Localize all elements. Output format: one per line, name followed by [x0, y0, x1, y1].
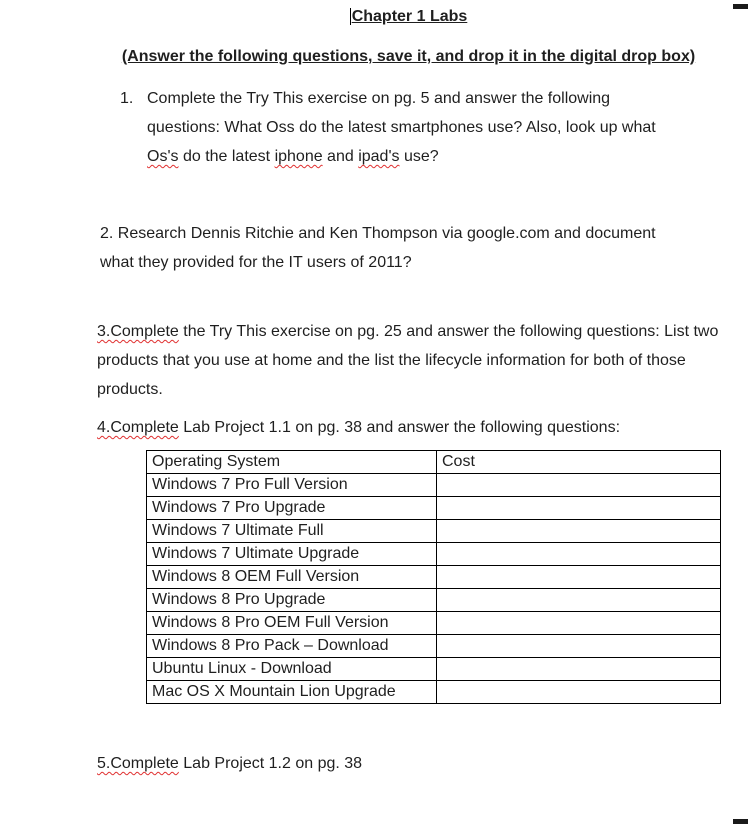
os-cell[interactable]: Ubuntu Linux - Download [147, 658, 437, 681]
question-3[interactable] [97, 317, 719, 404]
table-row [147, 612, 721, 635]
question-5-text: Lab Project 1.2 on pg. 38 [178, 755, 363, 772]
document-title-text: Chapter 1 Labs [351, 8, 468, 25]
question-1-seg: do the latest [178, 148, 275, 165]
text-cursor [350, 8, 351, 25]
question-1-misspelled-word: Os's [147, 148, 179, 165]
question-3-misspelled-word: 3.Complete [97, 323, 179, 340]
table-row [147, 681, 721, 704]
os-cell[interactable]: Windows 7 Pro Upgrade [147, 497, 437, 520]
operating-system-cost-table [146, 450, 721, 704]
table-row [147, 589, 721, 612]
table-row [147, 497, 721, 520]
question-1-misspelled-word: ipad's [358, 148, 400, 165]
os-cell[interactable]: Windows 7 Ultimate Full [147, 520, 437, 543]
table-row [147, 520, 721, 543]
cost-cell[interactable] [437, 635, 721, 658]
question-1-seg: Complete the Try This exercise on pg. 5 and answer the following questions: What Oss do the latest smartphones use? Also, look up what [147, 90, 656, 136]
question-1-seg: use? [399, 148, 439, 165]
os-cell[interactable]: Windows 7 Pro Full Version [147, 474, 437, 497]
cost-cell[interactable] [437, 612, 721, 635]
question-3-text: the Try This exercise on pg. 25 and answer the following questions: List two products that you use at home and the list the lifecycle information for both of those products. [97, 323, 719, 398]
question-4[interactable] [97, 413, 720, 442]
scrollbar-top-mark[interactable] [733, 4, 748, 9]
os-cell[interactable]: Windows 8 OEM Full Version [147, 566, 437, 589]
table-row [147, 566, 721, 589]
cost-cell[interactable] [437, 681, 721, 704]
table-header-row [147, 451, 721, 474]
question-1-number: 1. [120, 90, 134, 107]
scrollbar-bottom-mark[interactable] [733, 819, 748, 824]
document-body [97, 0, 720, 778]
question-5[interactable] [97, 749, 720, 778]
question-1-seg: and [322, 148, 359, 165]
os-cell[interactable]: Windows 8 Pro Pack – Download [147, 635, 437, 658]
question-5-misspelled-word: 5.Complete [97, 755, 179, 772]
table-header-cost[interactable]: Cost [437, 451, 721, 474]
table-row [147, 474, 721, 497]
os-cell[interactable]: Windows 7 Ultimate Upgrade [147, 543, 437, 566]
table-row [147, 658, 721, 681]
table-row [147, 635, 721, 658]
os-cell[interactable]: Windows 8 Pro OEM Full Version [147, 612, 437, 635]
question-4-misspelled-word: 4.Complete [97, 419, 179, 436]
cost-cell[interactable] [437, 589, 721, 612]
os-cell[interactable]: Mac OS X Mountain Lion Upgrade [147, 681, 437, 704]
cost-cell[interactable] [437, 497, 721, 520]
question-1-misspelled-word: iphone [274, 148, 323, 165]
cost-cell[interactable] [437, 566, 721, 589]
cost-cell[interactable] [437, 658, 721, 681]
question-1[interactable] [120, 84, 720, 171]
question-4-text: Lab Project 1.1 on pg. 38 and answer the following questions: [178, 419, 621, 436]
table-row [147, 543, 721, 566]
question-2[interactable]: 2. Research Dennis Ritchie and Ken Thompson via google.com and document what they provided for the IT users of 2011? [100, 225, 656, 271]
table-header-operating-system[interactable]: Operating System [147, 451, 437, 474]
cost-cell[interactable] [437, 543, 721, 566]
question-1-text [147, 84, 687, 171]
cost-cell[interactable] [437, 474, 721, 497]
cost-cell[interactable] [437, 520, 721, 543]
os-cell[interactable]: Windows 8 Pro Upgrade [147, 589, 437, 612]
document-title[interactable] [97, 6, 720, 28]
document-subtitle[interactable]: (Answer the following questions, save it, and drop it in the digital drop box) [121, 48, 696, 65]
